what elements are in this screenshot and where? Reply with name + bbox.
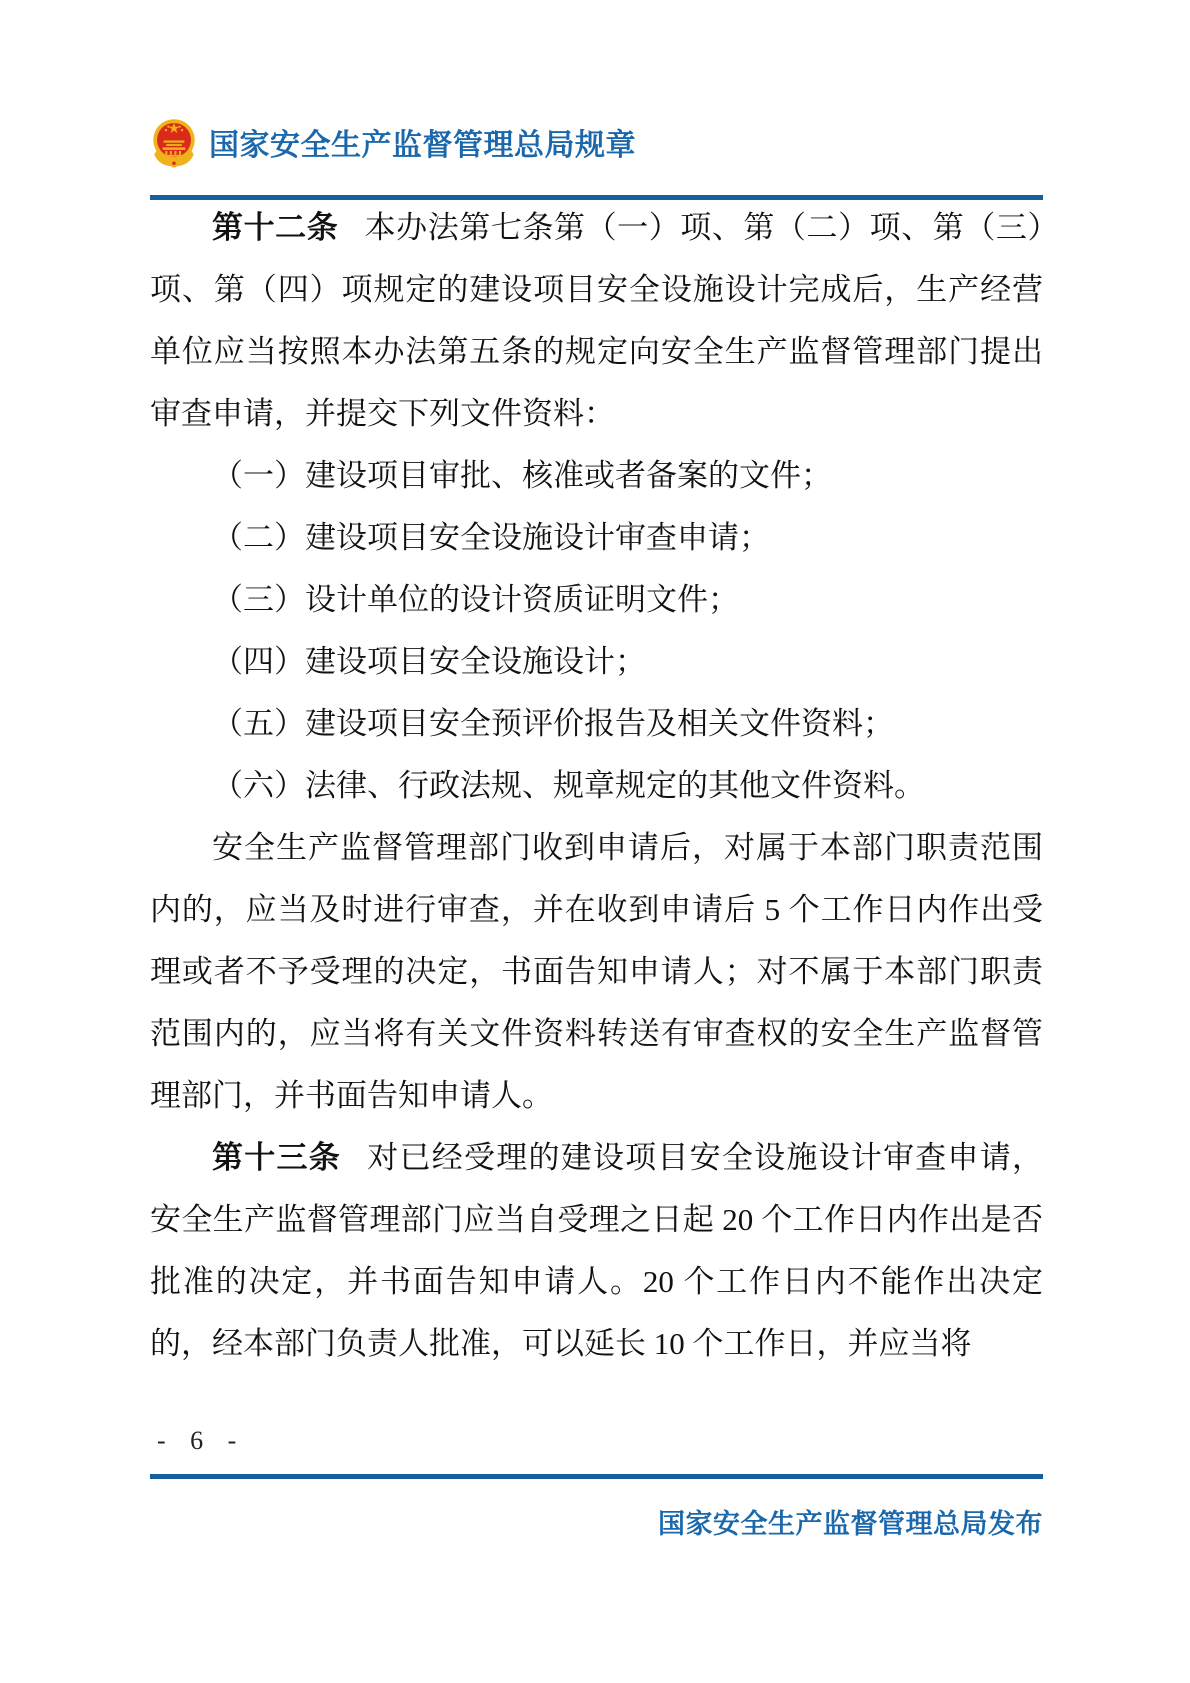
paragraph-text: （四）建设项目安全设施设计； <box>212 644 646 679</box>
paragraph-acceptance <box>150 817 1043 1127</box>
list-item-6 <box>150 755 1043 817</box>
footer-rule <box>150 1474 1043 1479</box>
article-12-number: 第十二条 <box>212 210 339 245</box>
list-item-5 <box>150 693 1043 755</box>
paragraph-article-12 <box>150 197 1043 445</box>
page-title: 国家安全生产监督管理总局规章 <box>209 129 636 162</box>
paragraph-text: 对已经受理的建设项目安全设施设计审查申请，安全生产监督管理部门应当自受理之日起 20 个工作日内作出是否批准的决定，并书面告知申请人。20 个工作日内不能作出决定的，经本部门负责人批准，可以延长 10 个工作日，并应当将 <box>150 1140 1044 1361</box>
page-number: - 6 - <box>157 1426 246 1455</box>
page-header <box>146 113 636 171</box>
list-item-3 <box>150 569 1043 631</box>
paragraph-text: 本办法第七条第（一）项、第（二）项、第（三）项、第（四）项规定的建设项目安全设施设计完成后，生产经营单位应当按照本办法第五条的规定向安全生产监督管理部门提出审查申请，并提交下列文件资料： <box>150 210 1043 431</box>
publisher-label: 国家安全生产监督管理总局发布 <box>658 1509 1043 1539</box>
list-item-2 <box>150 507 1043 569</box>
paragraph-text: （一）建设项目审批、核准或者备案的文件； <box>212 458 832 493</box>
paragraph-text: （五）建设项目安全预评价报告及相关文件资料； <box>212 706 894 741</box>
paragraph-text: （二）建设项目安全设施设计审查申请； <box>212 520 770 555</box>
paragraph-text: （六）法律、行政法规、规章规定的其他文件资料。 <box>212 768 925 803</box>
list-item-4 <box>150 631 1043 693</box>
china-national-emblem-icon <box>146 113 202 171</box>
document-body <box>150 197 1043 1375</box>
article-13-number: 第十三条 <box>212 1140 341 1175</box>
list-item-1 <box>150 445 1043 507</box>
paragraph-text: 安全生产监督管理部门收到申请后，对属于本部门职责范围内的，应当及时进行审查，并在收到申请后 5 个工作日内作出受理或者不予受理的决定，书面告知申请人；对不属于本部门职责范围内的，应当将有关文件资料转送有审查权的安全生产监督管理部门，并书面告知申请人。 <box>150 830 1043 1113</box>
paragraph-article-13 <box>150 1127 1043 1375</box>
paragraph-text: （三）设计单位的设计资质证明文件； <box>212 582 739 617</box>
